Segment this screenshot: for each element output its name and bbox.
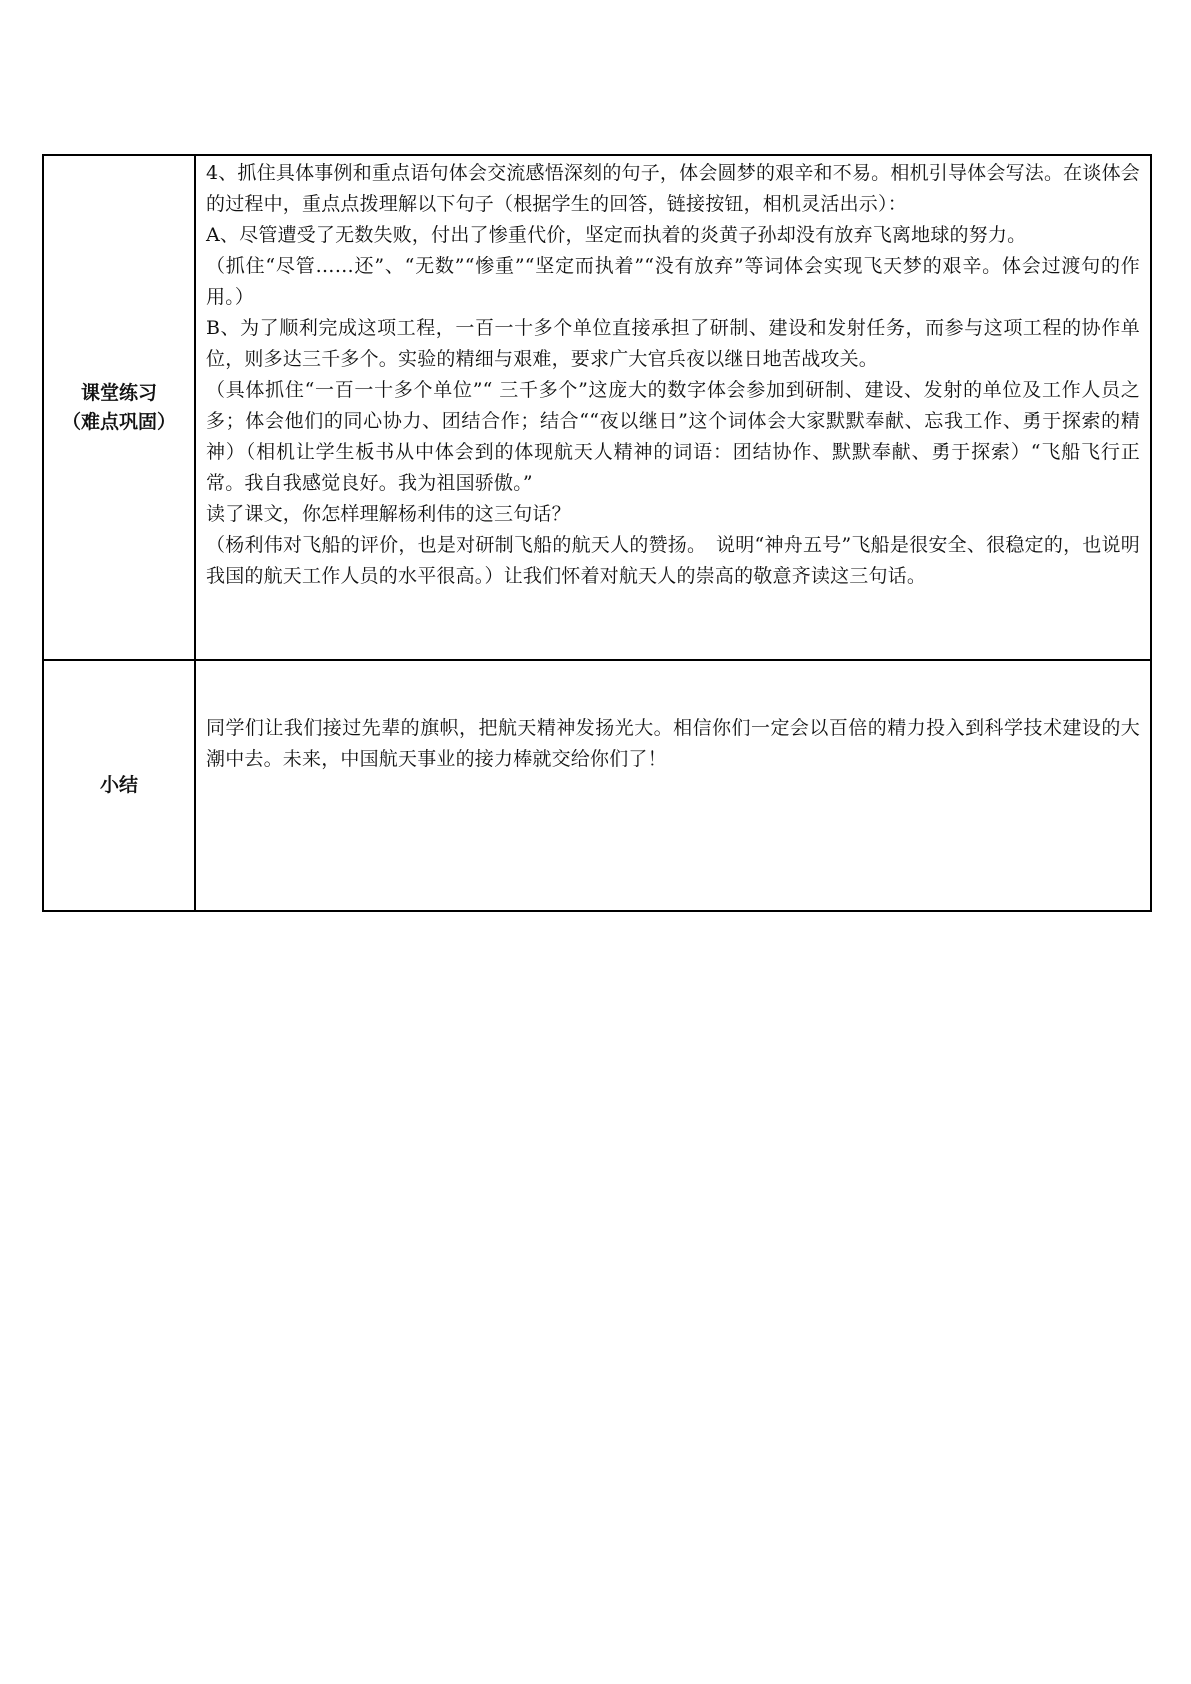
practice-sublabel: （难点巩固） [61, 410, 176, 433]
summary-content-cell [195, 660, 1151, 911]
practice-paragraph: 4、抓住具体事例和重点语句体会交流感悟深刻的句子，体会圆梦的艰辛和不易。相机引导体会写法。在谈体会的过程中，重点点拨理解以下句子（根据学生的回答，链接按钮，相机灵活出示）： [206, 162, 1140, 215]
practice-paragraph: （杨利伟对飞船的评价，也是对研制飞船的航天人的赞扬。 说明“神舟五号”飞船是很安全、很稳定的，也说明我国的航天工作人员的水平很高。）让我们怀着对航天人的崇高的敬意齐读这三句话。 [206, 534, 1140, 587]
practice-paragraph: 读了课文，你怎样理解杨利伟的这三句话？ [206, 503, 571, 525]
practice-label: 课堂练习 [80, 381, 157, 404]
practice-paragraph: （抓住“尽管……还”、“无数”“惨重”“坚定而执着”“没有放弃”等词体会实现飞天梦的艰辛。体会过渡句的作用。） [206, 255, 1140, 308]
summary-label-cell [43, 660, 195, 911]
summary-label: 小结 [99, 774, 138, 796]
practice-label-cell [43, 155, 195, 660]
practice-paragraph: B、为了顺利完成这项工程，一百一十多个单位直接承担了研制、建设和发射任务，而参与这项工程的协作单位，则多达三千多个。实验的精细与艰难，要求广大官兵夜以继日地苦战攻关。 [206, 317, 1140, 370]
practice-row [43, 155, 1151, 660]
summary-text: 同学们让我们接过先辈的旗帜，把航天精神发扬光大。相信你们一定会以百倍的精力投入到科学技术建设的大潮中去。未来，中国航天事业的接力棒就交给你们了！ [206, 717, 1140, 770]
summary-row [43, 660, 1151, 911]
lesson-plan-table [42, 154, 1152, 912]
practice-paragraph: （具体抓住“一百一十多个单位”“ 三千多个”这庞大的数字体会参加到研制、建设、发射的单位及工作人员之多；体会他们的同心协力、团结合作；结合““夜以继日”这个词体会大家默默奉献、忘我工作、勇于探索的精神）（相机让学生板书从中体会到的体现航天人精神的词语：团结协作、默默奉献、勇于探索）“飞船飞行正常。我自我感觉良好。我为祖国骄傲。” [206, 379, 1140, 494]
practice-content-cell [195, 155, 1151, 660]
practice-paragraph: A、尽管遭受了无数失败，付出了惨重代价，坚定而执着的炎黄子孙却没有放弃飞离地球的努力。 [206, 224, 1027, 246]
